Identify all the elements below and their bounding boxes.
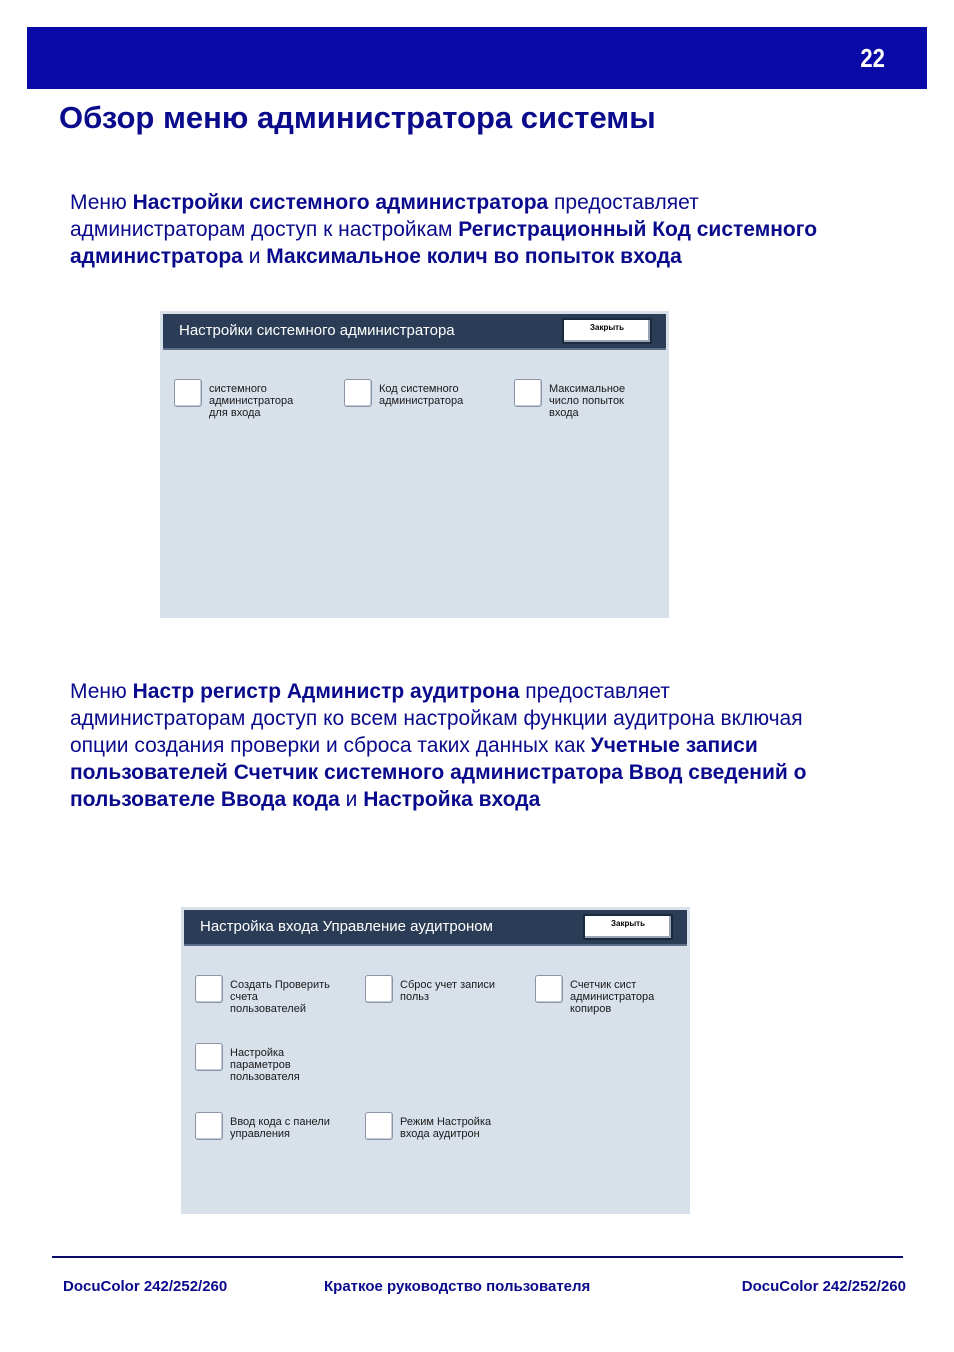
- option-checkbox[interactable]: [195, 1043, 223, 1071]
- option-checkbox[interactable]: [365, 1112, 393, 1140]
- intro-paragraph-2: Меню Настр регистр Администр аудитрона предоставляет администраторам доступ ко всем настройкам функции аудитрона включая опции создания проверки и сброса таких данных как Учетные записи пользователей Счетчик системного администратора Ввод сведений о пользователе Ввода кода и Настройка входа: [70, 680, 807, 811]
- option-checkbox[interactable]: [344, 379, 372, 407]
- option-checkbox[interactable]: [174, 379, 202, 407]
- option-checkbox[interactable]: [365, 975, 393, 1003]
- option-label: Ввод кода с панели управления: [230, 1116, 330, 1140]
- footer-left: DocuColor 242/252/260: [63, 1278, 228, 1295]
- option-label: Настройка параметров пользователя: [230, 1047, 300, 1083]
- option-checkbox[interactable]: [535, 975, 563, 1003]
- panel-header: [184, 910, 687, 946]
- close-button[interactable]: Закрыть: [562, 318, 652, 344]
- system-admin-settings-panel: [160, 311, 669, 618]
- option-checkbox[interactable]: [195, 1112, 223, 1140]
- auditron-login-panel: [181, 907, 690, 1214]
- panel-header: [163, 314, 666, 350]
- page-number: 22: [860, 43, 885, 73]
- footer-center: Краткое руководство пользователя: [324, 1278, 591, 1295]
- option-label: Максимальное число попыток входа: [549, 383, 626, 419]
- option-label: Счетчик сист администратора копиров: [570, 979, 655, 1015]
- option-label: Сброс учет записи польз: [400, 979, 496, 1003]
- intro-paragraph-1: Меню Настройки системного администратора предоставляет администраторам доступ к настройкам Регистрационный Код системного администратора и Максимальное колич во попыток входа: [70, 191, 818, 268]
- close-button[interactable]: Закрыть: [583, 914, 673, 940]
- panel-title: Настройка входа Управление аудитроном: [200, 918, 493, 935]
- page-title: Обзор меню администратора системы: [59, 100, 656, 135]
- option-checkbox[interactable]: [195, 975, 223, 1003]
- option-label: Создать Проверить счета пользователей: [230, 979, 330, 1015]
- option-label: Код системного администратора: [379, 383, 464, 407]
- footer-divider: [52, 1256, 903, 1258]
- panel-title: Настройки системного администратора: [179, 322, 455, 339]
- option-label: Режим Настройка входа аудитрон: [400, 1116, 492, 1140]
- option-checkbox[interactable]: [514, 379, 542, 407]
- footer-right: DocuColor 242/252/260: [741, 1278, 906, 1295]
- option-label: системного администратора для входа: [209, 383, 294, 419]
- header-bar: [27, 27, 927, 89]
